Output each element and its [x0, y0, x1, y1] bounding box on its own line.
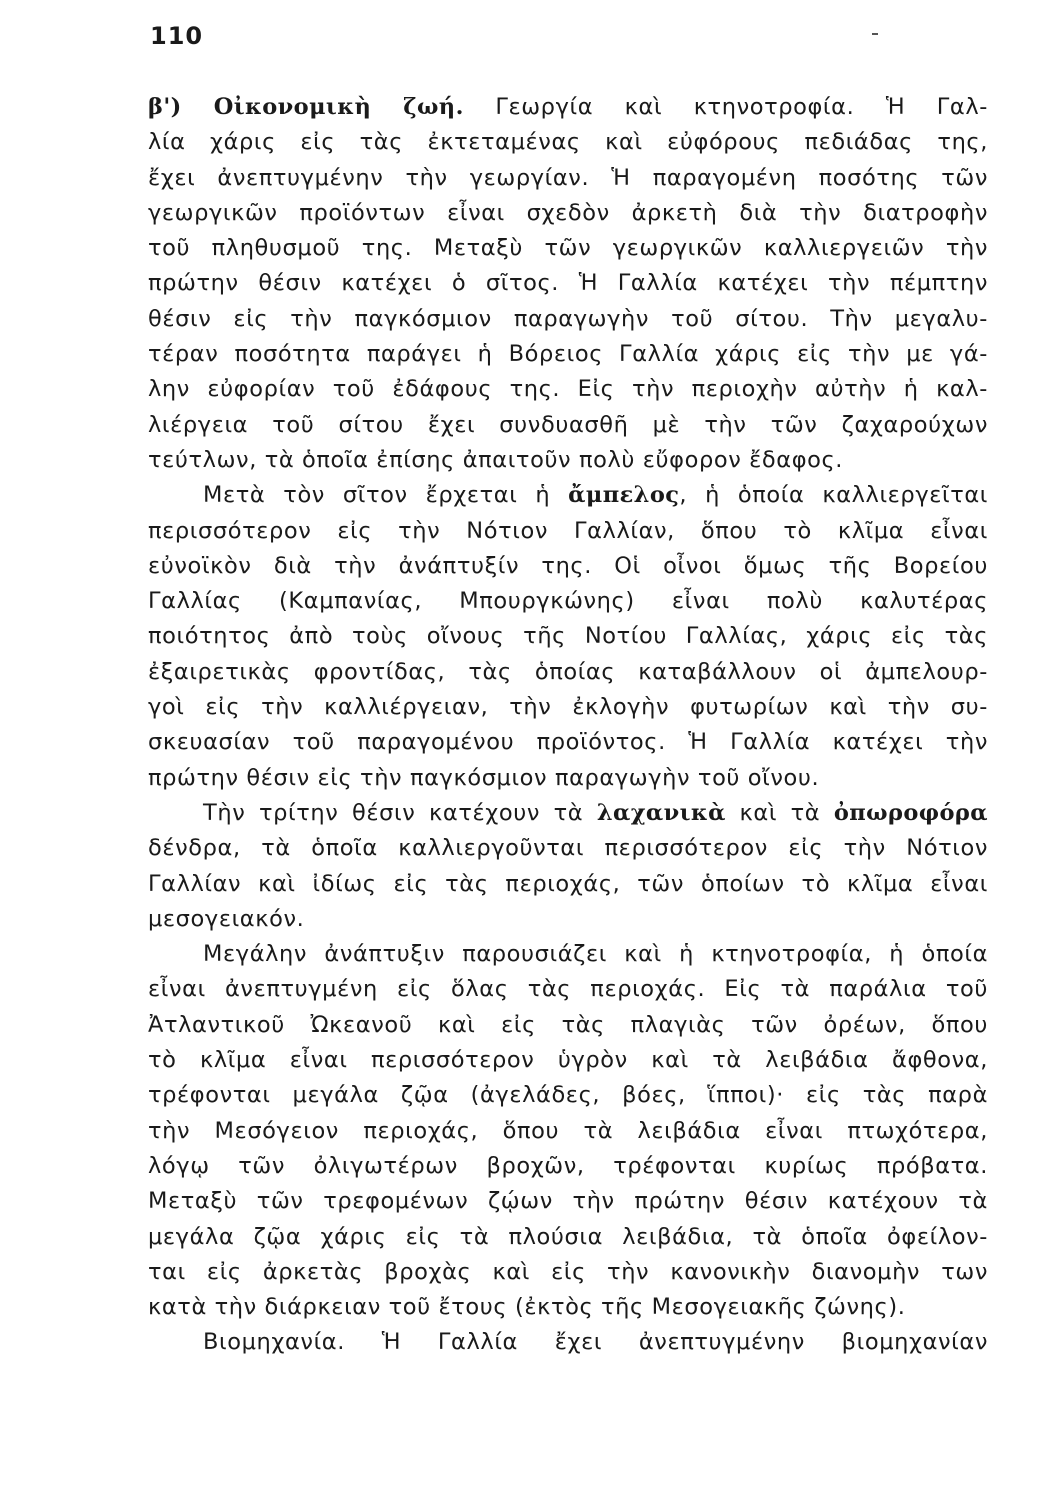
page-number: 110 — [150, 22, 204, 50]
text-line: τρέφονται μεγάλα ζῷα (ἀγελάδες, βόες, ἵπποι)· εἰς τὰς παρὰ — [148, 1082, 988, 1109]
line-text: Τὴν τρίτην θέσιν κατέχουν τὰ — [203, 799, 597, 826]
text-line: λία χάρις εἰς τὰς ἐκτεταμένας καὶ εὐφόρους πεδιάδας της, — [148, 129, 988, 156]
text-line — [148, 90, 988, 125]
text-line: περισσότερον εἰς τὴν Νότιον Γαλλίαν, ὅπου τὸ κλῖμα εἶναι — [148, 517, 988, 544]
line-text: Γεωργία καὶ κτηνοτροφία. Ἡ Γαλ- — [463, 94, 988, 120]
text-line: κατὰ τὴν διάρκειαν τοῦ ἔτους (ἐκτὸς τῆς Μεσογειακῆς ζώνης). — [148, 1294, 906, 1321]
line-text: Μετὰ τὸν σῖτον ἔρχεται ἡ — [203, 482, 569, 509]
text-line: ἐξαιρετικὰς φροντίδας, τὰς ὁποίας καταβάλλουν οἱ ἀμπελουρ- — [148, 658, 988, 685]
text-line: σκευασίαν τοῦ παραγομένου προϊόντος. Ἡ Γαλλία κατέχει τὴν — [148, 729, 988, 756]
text-line: Βιομηχανία. Ἡ Γαλλία ἔχει ἀνεπτυγμένην βιομηχανίαν — [203, 1329, 988, 1356]
text-line: εὐνοϊκὸν διὰ τὴν ἀνάπτυξίν της. Οἱ οἶνοι ὅμως τῆς Βορείου — [148, 552, 988, 579]
print-speck — [872, 33, 878, 35]
text-line: μεσογειακόν. — [148, 905, 305, 932]
emphasis-term: ὀπωροφόρα — [833, 799, 988, 826]
text-line: ἔχει ἀνεπτυγμένην τὴν γεωργίαν. Ἡ παραγομένη ποσότης τῶν — [148, 164, 988, 191]
text-line: τεύτλων, τὰ ὁποῖα ἐπίσης ἀπαιτοῦν πολὺ εὔφορον ἔδαφος. — [148, 446, 844, 473]
text-line — [148, 478, 988, 513]
line-text: καὶ τὰ — [725, 799, 834, 826]
body-text — [148, 90, 988, 1361]
text-line: γοὶ εἰς τὴν καλλιέργειαν, τὴν ἐκλογὴν φυτωρίων καὶ τὴν συ- — [148, 694, 988, 721]
text-line: τέραν ποσότητα παράγει ἡ Βόρειος Γαλλία χάρις εἰς τὴν με γά- — [148, 341, 988, 368]
text-line: τοῦ πληθυσμοῦ της. Μεταξὺ τῶν γεωργικῶν καλλιεργειῶν τὴν — [148, 235, 988, 262]
text-line: γεωργικῶν προϊόντων εἶναι σχεδὸν ἀρκετὴ διὰ τὴν διατροφὴν — [148, 199, 988, 226]
text-line: πρώτην θέσιν εἰς τὴν παγκόσμιον παραγωγὴν τοῦ οἴνου. — [148, 764, 820, 791]
text-line: Γαλλίας (Καμπανίας, Μπουργκώνης) εἶναι πολὺ καλυτέρας — [148, 588, 988, 615]
text-line: μεγάλα ζῷα χάρις εἰς τὰ πλούσια λειβάδια, τὰ ὁποῖα ὀφείλον- — [148, 1223, 988, 1250]
text-line: εἶναι ἀνεπτυγμένη εἰς ὅλας τὰς περιοχάς. Εἰς τὰ παράλια τοῦ — [148, 976, 988, 1003]
text-line: δένδρα, τὰ ὁποῖα καλλιεργοῦνται περισσότερον εἰς τὴν Νότιον — [148, 835, 988, 862]
text-line: λιέργεια τοῦ σίτου ἔχει συνδυασθῆ μὲ τὴν τῶν ζαχαρούχων — [148, 411, 988, 438]
text-line: τὴν Μεσόγειον περιοχάς, ὅπου τὰ λειβάδια εἶναι πτωχότερα, — [148, 1117, 988, 1144]
text-line: τὸ κλῖμα εἶναι περισσότερον ὑγρὸν καὶ τὰ λειβάδια ἄφθονα, — [148, 1047, 988, 1074]
text-line: Ἀτλαντικοῦ Ὠκεανοῦ καὶ εἰς τὰς πλαγιὰς τῶν ὀρέων, ὅπου — [148, 1011, 988, 1038]
line-text: , ἡ ὁποία καλλιεργεῖται — [679, 482, 988, 509]
text-line: θέσιν εἰς τὴν παγκόσμιον παραγωγὴν τοῦ σίτου. Τὴν μεγαλυ- — [148, 305, 988, 332]
text-line: ποιότητος ἀπὸ τοὺς οἴνους τῆς Νοτίου Γαλλίας, χάρις εἰς τὰς — [148, 623, 988, 650]
emphasis-term: ἄμπελος — [568, 482, 680, 509]
text-line: λόγῳ τῶν ὀλιγωτέρων βροχῶν, τρέφονται κυρίως πρόβατα. — [148, 1152, 988, 1179]
section-heading: β') Οἰκονομικὴ ζωή. — [148, 94, 464, 120]
emphasis-term: λαχανικὰ — [596, 799, 726, 826]
text-line: Μεγάλην ἀνάπτυξιν παρουσιάζει καὶ ἡ κτηνοτροφία, ἡ ὁποία — [203, 941, 988, 968]
text-line — [148, 796, 988, 831]
text-line: Μεταξὺ τῶν τρεφομένων ζῴων τὴν πρώτην θέσιν κατέχουν τὰ — [148, 1188, 988, 1215]
text-line: λην εὐφορίαν τοῦ ἐδάφους της. Εἰς τὴν περιοχὴν αὐτὴν ἡ καλ- — [148, 376, 988, 403]
text-line: ται εἰς ἀρκετὰς βροχὰς καὶ εἰς τὴν κανονικὴν διανομὴν των — [148, 1258, 988, 1285]
text-line: Γαλλίαν καὶ ἰδίως εἰς τὰς περιοχάς, τῶν ὁποίων τὸ κλῖμα εἶναι — [148, 870, 988, 897]
text-line: πρώτην θέσιν κατέχει ὁ σῖτος. Ἡ Γαλλία κατέχει τὴν πέμπτην — [148, 270, 988, 297]
